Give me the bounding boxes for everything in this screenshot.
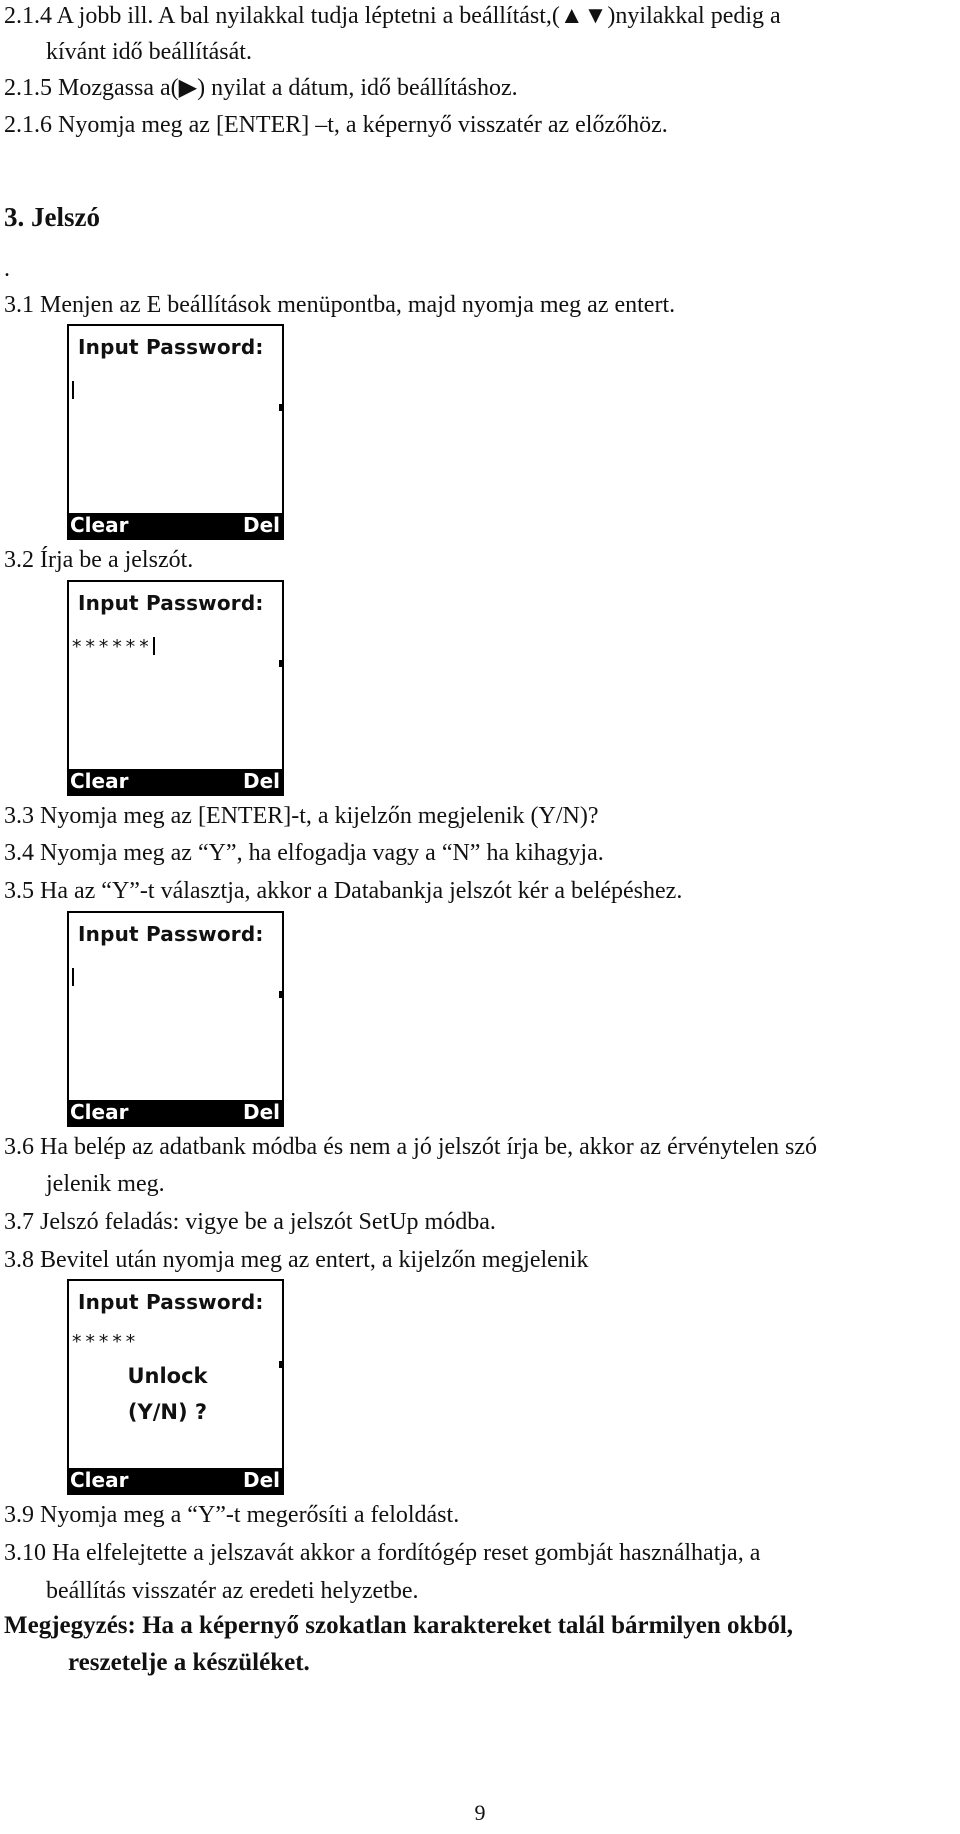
- lcd-password-entry: [71, 967, 74, 989]
- softkey-bar: [69, 769, 282, 794]
- lcd-screen-1: [67, 324, 284, 540]
- paragraph-2-1-5: 2.1.5 Mozgassa a(▶) nyilat a dátum, idő beállításhoz.: [4, 75, 518, 101]
- paragraph-2-1-6: 2.1.6 Nyomja meg az [ENTER] –t, a képernyő visszatér az előzőhöz.: [4, 112, 668, 138]
- lcd-title: Input Password:: [78, 922, 264, 946]
- softkey-clear: Clear: [70, 513, 129, 537]
- stray-dot: .: [4, 256, 10, 282]
- paragraph-3-6: 3.6 Ha belép az adatbank módba és nem a jó jelszót írja be, akkor az érvénytelen szó: [4, 1134, 817, 1160]
- lcd-screen-4: [67, 1279, 284, 1495]
- text-cursor-icon: [72, 381, 74, 399]
- note-paragraph-cont: reszetelje a készüléket.: [68, 1649, 310, 1676]
- paragraph-3-8: 3.8 Bevitel után nyomja meg az entert, a kijelzőn megjelenik: [4, 1247, 589, 1273]
- paragraph-2-1-4: 2.1.4 A jobb ill. A bal nyilakkal tudja léptetni a beállítást,(▲▼)nyilakkal pedig a: [4, 3, 781, 29]
- lcd-confirm-prompt: (Y/N) ?: [127, 1400, 208, 1424]
- page-number: 9: [474, 1800, 486, 1825]
- softkey-clear: Clear: [70, 1100, 129, 1124]
- softkey-del: Del: [242, 1100, 280, 1124]
- softkey-bar: [69, 1100, 282, 1125]
- text-cursor-icon: [153, 637, 155, 655]
- paragraph-3-5: 3.5 Ha az “Y”-t választja, akkor a Databankja jelszót kér a belépéshez.: [4, 878, 683, 904]
- scroll-mark-icon: [279, 1361, 282, 1368]
- lcd-title: Input Password:: [78, 1290, 264, 1314]
- paragraph-3-9: 3.9 Nyomja meg a “Y”-t megerősíti a feloldást.: [4, 1502, 460, 1528]
- lcd-title: Input Password:: [78, 335, 264, 359]
- paragraph-3-1: 3.1 Menjen az E beállítások menüpontba, majd nyomja meg az entert.: [4, 292, 676, 318]
- paragraph-3-10: 3.10 Ha elfelejtette a jelszavát akkor a fordítógép reset gombját használhatja, a: [4, 1540, 761, 1566]
- scroll-mark-icon: [279, 404, 282, 411]
- lcd-screen-2: [67, 580, 284, 796]
- scroll-mark-icon: [279, 660, 282, 667]
- lcd-screen-3: [67, 911, 284, 1127]
- note-paragraph: Megjegyzés: Ha a képernyő szokatlan karaktereket talál bármilyen okból,: [4, 1612, 794, 1639]
- paragraph-3-2: 3.2 Írja be a jelszót.: [4, 547, 194, 573]
- scroll-mark-icon: [279, 991, 282, 998]
- paragraph-3-7: 3.7 Jelszó feladás: vigye be a jelszót SetUp módba.: [4, 1209, 496, 1235]
- lcd-password-entry: [71, 380, 74, 402]
- paragraph-3-4: 3.4 Nyomja meg az “Y”, ha elfogadja vagy a “N” ha kihagyja.: [4, 840, 604, 866]
- text-cursor-icon: [72, 968, 74, 986]
- paragraph-3-6-cont: jelenik meg.: [46, 1171, 165, 1197]
- paragraph-3-3: 3.3 Nyomja meg az [ENTER]-t, a kijelzőn megjelenik (Y/N)?: [4, 803, 599, 829]
- softkey-bar: [69, 513, 282, 538]
- lcd-title: Input Password:: [78, 591, 264, 615]
- paragraph-2-1-4-cont: kívánt idő beállítását.: [46, 39, 252, 65]
- section-heading-jelszo: 3. Jelszó: [4, 202, 100, 232]
- lcd-password-entry: *****: [71, 1331, 139, 1353]
- softkey-del: Del: [242, 513, 280, 537]
- softkey-clear: Clear: [70, 769, 129, 793]
- softkey-del: Del: [242, 769, 280, 793]
- softkey-clear: Clear: [70, 1468, 129, 1492]
- lcd-password-entry: ******: [71, 636, 155, 658]
- paragraph-3-10-cont: beállítás visszatér az eredeti helyzetbe.: [46, 1578, 419, 1604]
- lcd-unlock-message: Unlock: [127, 1364, 208, 1388]
- softkey-bar: [69, 1468, 282, 1493]
- softkey-del: Del: [242, 1468, 280, 1492]
